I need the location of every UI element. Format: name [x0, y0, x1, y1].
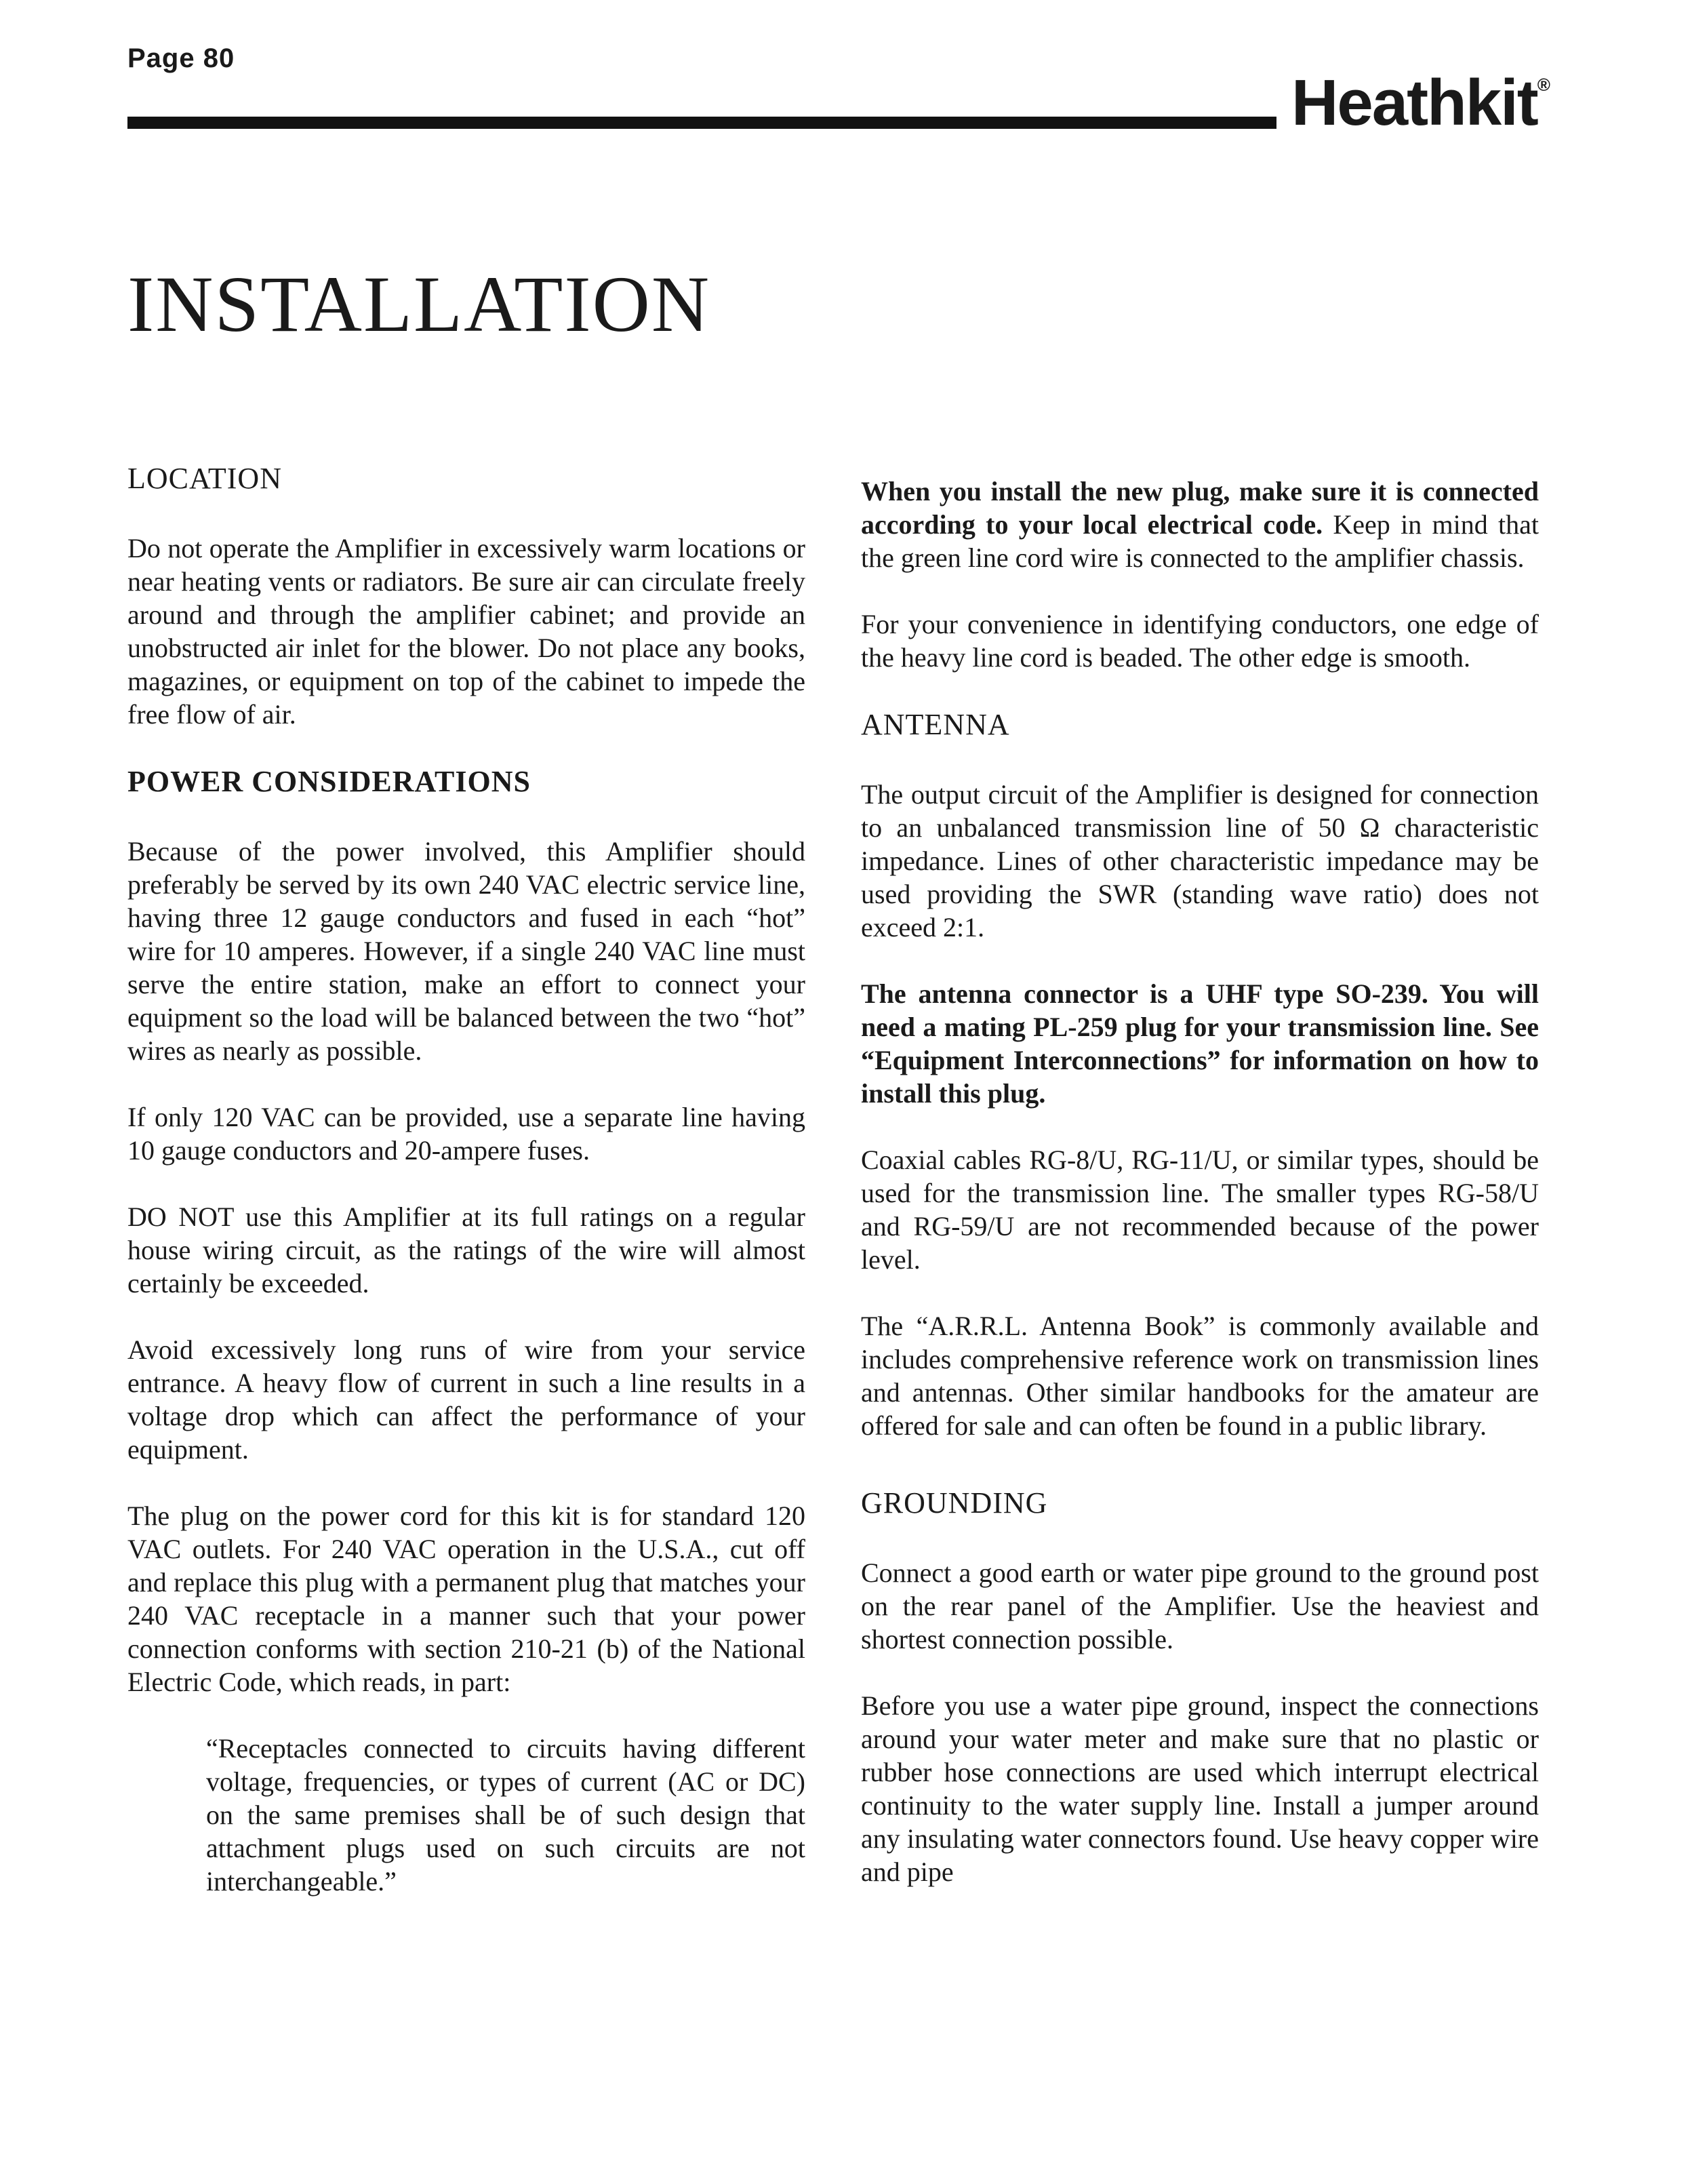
- convenience-paragraph: For your convenience in identifying conductors, one edge of the heavy line cord is beaded. The other edge is smooth.: [861, 609, 1539, 673]
- brand-name: Heathkit: [1291, 66, 1537, 139]
- grounding-paragraph-1: Connect a good earth or water pipe ground to the ground post on the rear panel of the Amplifier. Use the heaviest and shortest connection possible.: [861, 1557, 1539, 1654]
- registered-mark: ®: [1537, 75, 1549, 95]
- power-paragraph-4: Avoid excessively long runs of wire from your service entrance. A heavy flow of current in such a line results in a voltage drop which can affect the performance of your equipment.: [127, 1334, 805, 1465]
- nec-quote: “Receptacles connected to circuits having different voltage, frequencies, or types of current (AC or DC) on the same premises shall be of such design that attachment plugs used on such circuits are not interchangeable.”: [206, 1733, 805, 1897]
- grounding-paragraph-2: Before you use a water pipe ground, inspect the connections around your water meter and make sure that no plastic or rubber hose connections are used which interrupt electrical continuity to the water supply line. Install a jumper around any insulating water connectors found. Use heavy copper wire and pipe: [861, 1690, 1539, 1887]
- power-paragraph-5: The plug on the power cord for this kit is for standard 120 VAC outlets. For 240 VAC operation in the U.S.A., cut off and replace this plug with a permanent plug that matches your 240 VAC receptacle in a manner such that your power connection conforms with section 210-21 (b) of the National Electric Code, which reads, in part:: [127, 1501, 805, 1697]
- section-heading-grounding: GROUNDING: [861, 1486, 1048, 1520]
- antenna-paragraph-4: The “A.R.R.L. Antenna Book” is commonly available and includes comprehensive reference work on transmission lines and antennas. Other similar handbooks for the amateur are offered for sale and can often be found in a public library.: [861, 1311, 1539, 1441]
- plug-note-bold: When you install the new plug, make sure it is connected according to your local electrical code.: [861, 476, 1539, 540]
- antenna-paragraph-1: The output circuit of the Amplifier is designed for connection to an unbalanced transmission line of 50 Ω characteristic impedance. Lines of other characteristic impedance may be used providing the SWR (standing wave ratio) does not exceed 2:1.: [861, 779, 1539, 942]
- page-number: Page 80: [127, 43, 235, 73]
- antenna-paragraph-3: Coaxial cables RG-8/U, RG-11/U, or similar types, should be used for the transmission line. The smaller types RG-58/U and RG-59/U are not recommended because of the power level.: [861, 1145, 1539, 1275]
- brand-logo: [1291, 66, 1549, 139]
- right-column: [861, 475, 1539, 1922]
- plug-note-paragraph: [861, 475, 1539, 574]
- section-heading-antenna: ANTENNA: [861, 708, 1010, 741]
- antenna-paragraph-2: The antenna connector is a UHF type SO-239. You will need a mating PL-259 plug for your transmission line. See “Equipment Interconnections” for information on how to install this plug.: [861, 978, 1539, 1109]
- power-paragraph-2: If only 120 VAC can be provided, use a separate line having 10 gauge conductors and 20-ampere fuses.: [127, 1102, 805, 1166]
- plug-note-rest: Keep in mind that the green line cord wire is connected to the amplifier chassis.: [861, 509, 1539, 573]
- left-column: [127, 461, 805, 1931]
- power-paragraph-1: Because of the power involved, this Amplifier should preferably be served by its own 240 VAC electric service line, having three 12 gauge conductors and fused in each “hot” wire for 10 amperes. However, if a single 240 VAC line must serve the entire station, make an effort to connect your equipment so the load will be balanced between the two “hot” wires as nearly as possible.: [127, 836, 805, 1066]
- section-heading-power: POWER CONSIDERATIONS: [127, 765, 531, 798]
- location-paragraph: Do not operate the Amplifier in excessively warm locations or near heating vents or radiators. Be sure air can circulate freely around and through the amplifier cabinet; and provide an unobstructed air inlet for the blower. Do not place any books, magazines, or equipment on top of the cabinet to impede the free flow of air.: [127, 533, 805, 730]
- section-heading-location: LOCATION: [127, 462, 282, 495]
- page-title: INSTALLATION: [127, 260, 711, 349]
- header-rule: [127, 117, 1276, 129]
- power-paragraph-3: DO NOT use this Amplifier at its full ratings on a regular house wiring circuit, as the ratings of the wire will almost certainly be exceeded.: [127, 1202, 805, 1298]
